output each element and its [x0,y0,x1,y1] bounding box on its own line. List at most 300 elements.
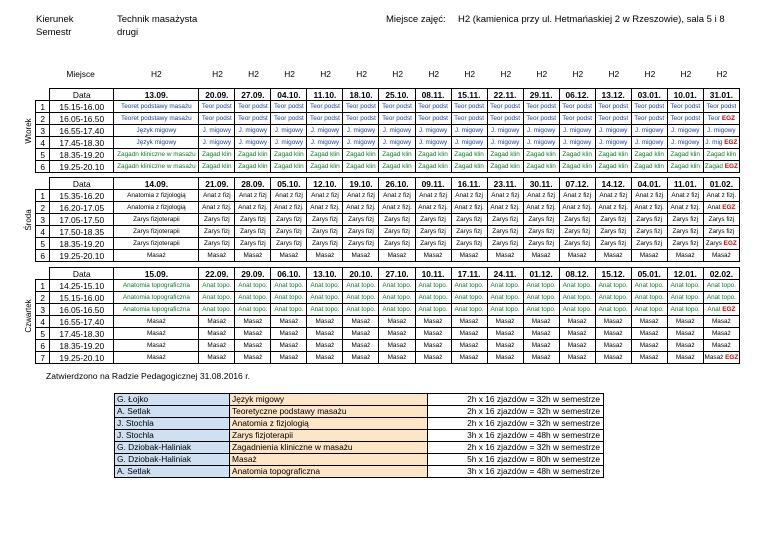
hour-range: 18.35-19.20 [50,149,114,161]
lesson-cell: Teor podst [559,101,595,113]
lesson-cell: Zarys fizj [235,226,271,238]
date-cell: 03.01. [631,89,667,101]
row-number: 1 [36,190,50,202]
exam-marker: EGZ [721,239,737,247]
lesson-cell: Masaż [487,340,523,352]
lesson-cell: Masaż [307,316,343,328]
date-cell: 12.01. [667,268,703,280]
date-cell: 28.09. [235,178,271,190]
lesson-cell: Masaż [415,340,451,352]
lesson-cell: J. migowy [415,125,451,137]
lesson-cell: Masaż [307,352,343,364]
hours-summary: 5h x 16 zjazdów = 80h w semestrze [428,454,604,466]
lesson-cell: Zagad klin [487,161,523,173]
lesson-cell-last [703,340,739,352]
lesson-cell: Masaż [667,340,703,352]
lesson-cell: Zarys fizj [271,238,307,250]
lesson-cell: Zagad klin [415,149,451,161]
lesson-cell: Anat topo. [487,280,523,292]
day-label [23,268,36,364]
row-number: 6 [36,161,50,173]
lesson-cell: J. migowy [559,125,595,137]
lesson-cell: Zarys fizj [199,226,235,238]
lesson-cell: Teor podst [451,113,487,125]
lesson-cell: Masaż [199,352,235,364]
date-cell: 20.09. [199,89,235,101]
lesson-cell: Zagad klin [559,149,595,161]
lesson-cell: Zarys fizj [379,226,415,238]
date-cell: 10.01. [667,89,703,101]
lesson-cell: Anat z fizj. [343,202,379,214]
room-cell: H2 [356,68,367,79]
miejsce-label: Miejsce [66,68,95,79]
lesson-cell: Anat z fizj [559,190,595,202]
lesson-cell: Anat z fizj [271,190,307,202]
lesson-cell: Anat z fizj. [235,202,271,214]
lesson-cell: Zarys fizj [343,226,379,238]
lesson-cell: Teor podst [631,101,667,113]
lesson-cell: Anat z fizj. [523,202,559,214]
lesson-cell: Masaż [451,250,487,262]
exam-marker: EGZ [720,203,736,211]
exam-marker: EGZ [720,305,736,313]
lesson-cell-last [703,328,739,340]
lesson-cell: Zarys fizj [523,226,559,238]
lesson-short: Teor [707,114,721,122]
row-number: 4 [36,226,50,238]
lesson-cell: Masaż [307,340,343,352]
row-number: 5 [36,149,50,161]
date-cell: 29.11. [523,89,559,101]
lesson-cell: Anat topo. [199,304,235,316]
date-cell: 15.12. [595,268,631,280]
lesson-cell: Masaż [523,328,559,340]
room-cell: H2 [212,68,223,79]
lesson-cell: Teor podst [199,101,235,113]
lesson-cell-last [703,250,739,262]
lesson-cell: Masaż [451,316,487,328]
lesson-cell: Teor podst [307,113,343,125]
subject-full: Język migowy [114,137,199,149]
lesson-cell: Anat z fizj. [631,202,667,214]
lesson-cell-last [703,113,739,125]
lesson-cell: J. migowy [271,125,307,137]
lesson-cell: Masaż [667,328,703,340]
row-number: 1 [36,101,50,113]
lesson-cell: Teor podst [415,101,451,113]
lesson-cell: Zarys fizj [415,226,451,238]
subject-full: Teoret podstawy masażu [114,113,199,125]
row-number-header [36,178,50,190]
subject-full: Zarys fizjoterapii [114,238,199,250]
lesson-cell: Masaż [487,328,523,340]
lesson-cell: Masaż [667,316,703,328]
lesson-cell: Anat topo. [451,292,487,304]
lesson-cell: Masaż [271,340,307,352]
lesson-short: Zarys fizj [708,227,735,235]
date-cell: 18.10. [343,89,379,101]
day-name: Czwartek [24,298,34,333]
lesson-cell: Anat topo. [595,280,631,292]
subject-name: Zarys fizjoterapii [230,430,428,442]
date-cell: 15.09. [114,268,199,280]
lesson-cell: Masaż [559,328,595,340]
lesson-cell: J. migowy [667,125,703,137]
lesson-cell: Anat topo. [343,280,379,292]
lesson-cell: Teor podst [523,113,559,125]
row-number: 6 [36,250,50,262]
lesson-cell: Zarys fizj [523,238,559,250]
lesson-cell: Zagad klin [451,149,487,161]
lesson-cell: Zagad klin [271,149,307,161]
lesson-cell: Masaż [451,340,487,352]
lesson-cell: Anat topo. [379,304,415,316]
date-cell: 26.10. [379,178,415,190]
lesson-cell: Zarys fizj [487,238,523,250]
lesson-cell: J. migowy [199,137,235,149]
lesson-cell: Anat topo. [667,292,703,304]
lesson-cell: Anat topo. [199,292,235,304]
lesson-cell: Masaż [667,250,703,262]
date-cell: 08.12. [559,268,595,280]
lesson-cell: Zarys fizj [235,214,271,226]
lesson-cell: J. migowy [343,125,379,137]
lesson-cell: Zarys fizj [667,238,703,250]
teacher-name: J. Stochla [115,418,230,430]
lesson-cell: J. migowy [235,137,271,149]
lesson-cell: Masaż [631,340,667,352]
lesson-cell: Teor podst [307,101,343,113]
teacher-plan-table [114,393,604,478]
lesson-cell: Anat topo. [271,304,307,316]
lesson-cell: J. migowy [451,125,487,137]
subject-full: Anatomia topograficzna [114,304,199,316]
day-label [23,89,36,173]
lesson-cell: Masaż [235,352,271,364]
lesson-cell: Zarys fizj [595,226,631,238]
lesson-cell: Teor podst [595,113,631,125]
hours-summary: 2h x 16 zjazdów = 32h w semestrze [428,394,604,406]
lesson-cell: J. migowy [631,137,667,149]
teacher-name: A. Setlak [115,406,230,418]
lesson-cell: Anat topo. [595,292,631,304]
lesson-cell: J. migowy [307,125,343,137]
room-cell: H2 [248,68,259,79]
subject-full: Anatomia topograficzna [114,292,199,304]
lesson-short: Anat z fizj. [706,191,737,199]
lesson-cell: Teor podst [487,113,523,125]
lesson-cell: Zarys fizj [379,238,415,250]
lesson-short: J. mig [705,138,723,146]
date-cell: 27.09. [235,89,271,101]
lesson-cell: Masaż [451,352,487,364]
room-cell: H2 [320,68,331,79]
data-label: Data [50,178,114,190]
row-number: 2 [36,202,50,214]
lesson-cell: Zagad klin [343,149,379,161]
teacher-name: G. Łojko [115,394,230,406]
date-cell: 27.10. [379,268,415,280]
date-cell: 19.10. [343,178,379,190]
room-cell: H2 [428,68,440,79]
lesson-cell: Masaż [667,352,703,364]
lesson-cell: Masaż [523,340,559,352]
date-cell: 11.01. [667,178,703,190]
lesson-cell-last [703,316,739,328]
hour-range: 16.05-16.50 [50,113,114,125]
subject-name: Anatomia z fizjologią [230,418,428,430]
lesson-cell: Masaż [271,328,307,340]
row-number: 5 [36,328,50,340]
lesson-cell: Anat z fizj [631,190,667,202]
lesson-cell: Anat z fizj. [199,202,235,214]
date-cell: 23.11. [487,178,523,190]
date-cell: 10.11. [415,268,451,280]
lesson-cell: J. migowy [451,137,487,149]
lesson-cell: J. migowy [379,125,415,137]
lesson-cell: Zarys fizj [451,214,487,226]
lesson-cell: Masaż [343,316,379,328]
exam-marker: EGZ [722,162,738,170]
lesson-cell-last [703,202,739,214]
exam-marker: EGZ [722,138,738,146]
lesson-cell: Zagad klin [631,161,667,173]
lesson-cell: Zarys fizj [523,214,559,226]
lesson-cell: Zarys fizj [271,226,307,238]
date-cell: 16.11. [451,178,487,190]
lesson-cell: Zagad klin [523,161,559,173]
lesson-cell: Anat z fizj. [487,202,523,214]
lesson-cell: J. migowy [487,125,523,137]
lesson-cell-last [703,292,739,304]
date-cell: 13.12. [595,89,631,101]
lesson-short: Anat [707,203,721,211]
lesson-cell: Anat topo. [379,280,415,292]
date-cell: 04.01. [631,178,667,190]
lesson-cell: Zagad klin [307,149,343,161]
row-number-header [36,268,50,280]
lesson-cell: Masaż [631,328,667,340]
lesson-cell: Zarys fizj [595,214,631,226]
lesson-cell: Anat z fizj. [379,202,415,214]
lesson-cell: Masaż [595,340,631,352]
lesson-short: Zagad [704,162,723,170]
lesson-cell: Anat topo. [487,304,523,316]
date-cell: 14.09. [114,178,199,190]
row-number: 2 [36,113,50,125]
date-cell: 20.10. [343,268,379,280]
lesson-short: Masaż [711,341,731,349]
lesson-cell-last [703,137,739,149]
lesson-cell: J. migowy [595,137,631,149]
lesson-cell: Zarys fizj [199,214,235,226]
lesson-cell: Teor podst [487,101,523,113]
subject-full: Zagadn kliniczne w masażu [114,149,199,161]
lesson-cell: Teor podst [595,101,631,113]
lesson-cell: Zarys fizj [343,214,379,226]
lesson-cell: Zarys fizj [199,238,235,250]
hour-range: 18.35-19.20 [50,238,114,250]
lesson-cell: Masaż [307,250,343,262]
lesson-cell: J. migowy [523,125,559,137]
lesson-cell: Zarys fizj [307,238,343,250]
exam-marker: EGZ [720,114,736,122]
lesson-cell: Teor podst [343,113,379,125]
lesson-cell: Teor podst [523,101,559,113]
lesson-cell-last [703,280,739,292]
room-cell: H2 [392,68,404,79]
lesson-cell-last [703,190,739,202]
subject-full: Anatomia topograficzna [114,280,199,292]
lesson-cell: Zagad klin [487,149,523,161]
lesson-cell: Anat z fizj [307,190,343,202]
lesson-cell: J. migowy [343,137,379,149]
subject-full: Anatomia z fizjologią [114,190,199,202]
lesson-cell: Masaż [415,328,451,340]
lesson-cell: Zagad klin [415,161,451,173]
lesson-cell: Masaż [523,250,559,262]
lesson-short: Masaż [704,353,724,361]
date-cell: 17.11. [451,268,487,280]
hour-range: 19.25-20.10 [50,250,114,262]
lesson-cell: Zagad klin [199,161,235,173]
lesson-cell: Teor podst [235,113,271,125]
lesson-cell: Zarys fizj [631,226,667,238]
lesson-cell: Anat topo. [343,304,379,316]
lesson-cell: Anat topo. [559,304,595,316]
lesson-cell: Masaż [415,316,451,328]
subject-full: Masaż [114,316,199,328]
lesson-cell: Anat topo. [271,280,307,292]
lesson-cell: Zarys fizj [631,238,667,250]
date-cell: 30.11. [523,178,559,190]
date-cell: 05.01. [631,268,667,280]
row-number: 2 [36,292,50,304]
data-label: Data [50,89,114,101]
lesson-cell: Zagad klin [523,149,559,161]
lesson-cell: Masaż [631,316,667,328]
lesson-cell: Masaż [199,250,235,262]
lesson-cell: Anat topo. [307,292,343,304]
lesson-cell-last [703,352,739,364]
hour-range: 14.25-15.10 [50,280,114,292]
lesson-cell: Teor podst [667,101,703,113]
lesson-cell: Zarys fizj [307,214,343,226]
subject-name: Język migowy [230,394,428,406]
subject-full: Język migowy [114,125,199,137]
subject-full: Anatomia z fizjologią [114,202,199,214]
subject-full: Zarys fizjoterapii [114,214,199,226]
date-cell: 12.10. [307,178,343,190]
subject-full: Zarys fizjoterapii [114,226,199,238]
date-cell: 05.10. [271,178,307,190]
lesson-cell: Anat topo. [631,280,667,292]
lesson-cell: Zarys fizj [271,214,307,226]
lesson-cell: Anat z fizj. [667,202,703,214]
lesson-cell: Zagad klin [235,149,271,161]
lesson-cell: Anat topo. [523,304,559,316]
room-cell: H2 [464,68,476,79]
lesson-cell: Masaż [235,328,271,340]
lesson-cell: Anat topo. [595,304,631,316]
lesson-cell-last [703,304,739,316]
lesson-cell: Anat topo. [451,304,487,316]
lesson-cell: J. migowy [559,137,595,149]
lesson-cell-last [703,101,739,113]
lesson-cell: Zarys fizj [379,214,415,226]
lesson-cell: Masaż [559,340,595,352]
lesson-short: Masaż [711,251,731,259]
lesson-cell: Zagad klin [271,161,307,173]
date-cell: 22.09. [199,268,235,280]
lesson-cell: Anat z fizj. [451,202,487,214]
lesson-cell: Anat topo. [307,280,343,292]
hour-range: 16.55-17.40 [50,125,114,137]
date-cell: 24.11. [487,268,523,280]
room-cell: H2 [150,68,162,79]
lesson-cell: Anat z fizj [415,190,451,202]
day-name: Wtorek [24,117,34,144]
lesson-cell: Anat topo. [271,292,307,304]
lesson-cell: Masaż [235,316,271,328]
lesson-cell: Zagad klin [307,161,343,173]
date-cell: 11.10. [307,89,343,101]
room-cell: H2 [572,68,584,79]
lesson-cell: Masaż [595,328,631,340]
lesson-cell: Teor podst [271,101,307,113]
lesson-short: Zagad klin [706,150,737,158]
date-cell: 04.10. [271,89,307,101]
lesson-cell-last [703,149,739,161]
hour-range: 17.45-18.30 [50,137,114,149]
lesson-cell: Zagad klin [667,161,703,173]
lesson-cell: Anat z fizj [487,190,523,202]
lesson-cell: Anat topo. [235,292,271,304]
lesson-cell: Zarys fizj [415,238,451,250]
room-cell: H2 [536,68,548,79]
lesson-cell: Masaż [235,340,271,352]
lesson-cell: Masaż [487,316,523,328]
row-number: 1 [36,280,50,292]
lesson-cell: Anat z fizj [235,190,271,202]
lesson-cell: Anat z fizj. [271,202,307,214]
date-cell: 06.12. [559,89,595,101]
date-cell: 15.11. [451,89,487,101]
lesson-cell: Zarys fizj [559,226,595,238]
lesson-cell: Masaż [343,250,379,262]
lesson-cell: Masaż [595,352,631,364]
approval-note: Zatwierdzono na Radzie Pedagogicznej 31.08.2016 r. [46,371,251,381]
lesson-cell: J. migowy [235,125,271,137]
hour-range: 17.50-18.35 [50,226,114,238]
date-cell: 02.02. [703,268,739,280]
lesson-cell: Masaż [487,352,523,364]
lesson-cell: Zagad klin [199,149,235,161]
data-label: Data [50,268,114,280]
lesson-cell: Anat topo. [235,280,271,292]
lesson-cell: Masaż [595,316,631,328]
lesson-cell: Masaż [523,316,559,328]
day-label [23,178,36,262]
lesson-cell: Zagad klin [631,149,667,161]
lesson-cell: Anat topo. [559,280,595,292]
hours-summary: 2h x 16 zjazdów = 32h w semestrze [428,418,604,430]
lesson-cell: Anat z fizj [451,190,487,202]
row-number: 6 [36,340,50,352]
date-cell: 22.11. [487,89,523,101]
hour-range: 15.15-16.00 [50,292,114,304]
subject-name: Masaż [230,454,428,466]
